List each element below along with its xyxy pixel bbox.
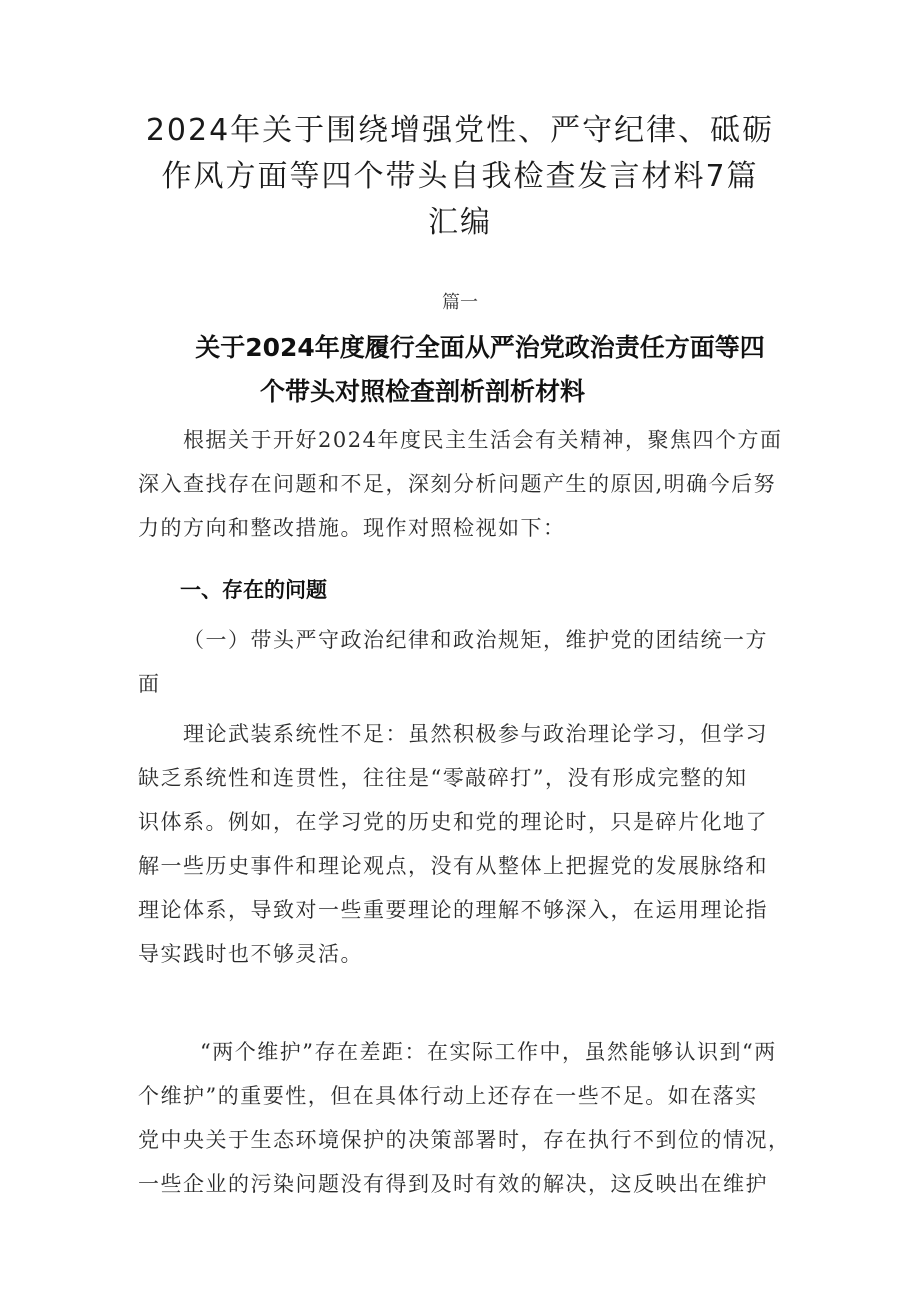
text-line: 力的方向和整改措施。现作对照检视如下：: [138, 516, 566, 540]
subtitle-line: 个带头对照检查剖析剖析材料: [260, 377, 586, 406]
text-line: 理论体系，导致对一些重要理论的理解不够深入，在运用理论指: [138, 898, 768, 922]
title-line: 汇编: [428, 205, 492, 240]
text-line: 解一些历史事件和理论观点，没有从整体上把握党的发展脉络和: [138, 854, 768, 878]
text-line: 一些企业的污染问题没有得到及时有效的解决，这反映出在维护: [138, 1172, 768, 1196]
title-line: 作风方面等四个带头自我检查发言材料7篇: [161, 159, 759, 194]
text-line: （一）带头严守政治纪律和政治规矩，维护党的团结统一方: [183, 628, 768, 652]
text-line: 根据关于开好2024年度民主生活会有关精神，聚焦四个方面: [183, 428, 783, 452]
text-line: 面: [138, 672, 161, 696]
sub-heading-discipline: [138, 618, 768, 706]
heading-problems: 一、存在的问题: [180, 578, 327, 602]
text-line: “两个维护”存在差距：在实际工作中，虽然能够认识到“两: [200, 1040, 777, 1064]
text-line: 党中央关于生态环境保护的决策部署时，存在执行不到位的情况，: [138, 1128, 791, 1152]
text-line: 理论武装系统性不足：虽然积极参与政治理论学习，但学习: [183, 722, 768, 746]
article-subtitle: [110, 326, 810, 414]
text-line: 深入查找存在问题和不足，深刻分析问题产生的原因,明确今后努: [138, 472, 777, 496]
text-line: 导实践时也不够灵活。: [138, 942, 363, 966]
text-line: 缺乏系统性和连贯性，往往是“零敲碎打”，没有形成完整的知: [138, 766, 748, 790]
section-label: 篇一: [442, 292, 478, 313]
paragraph-two-maintenances: [138, 1030, 791, 1206]
paragraph-theory: [138, 712, 768, 976]
text-line: 个维护”的重要性，但在具体行动上还存在一些不足。如在落实: [138, 1084, 758, 1108]
subtitle-line: 关于2024年度履行全面从严治党政治责任方面等四: [195, 333, 765, 362]
text-line: 识体系。例如，在学习党的历史和党的理论时，只是碎片化地了: [138, 810, 768, 834]
title-line: 2024年关于围绕增强党性、严守纪律、砥砺: [145, 113, 775, 148]
intro-paragraph: [138, 418, 782, 550]
document-title: [110, 108, 810, 246]
